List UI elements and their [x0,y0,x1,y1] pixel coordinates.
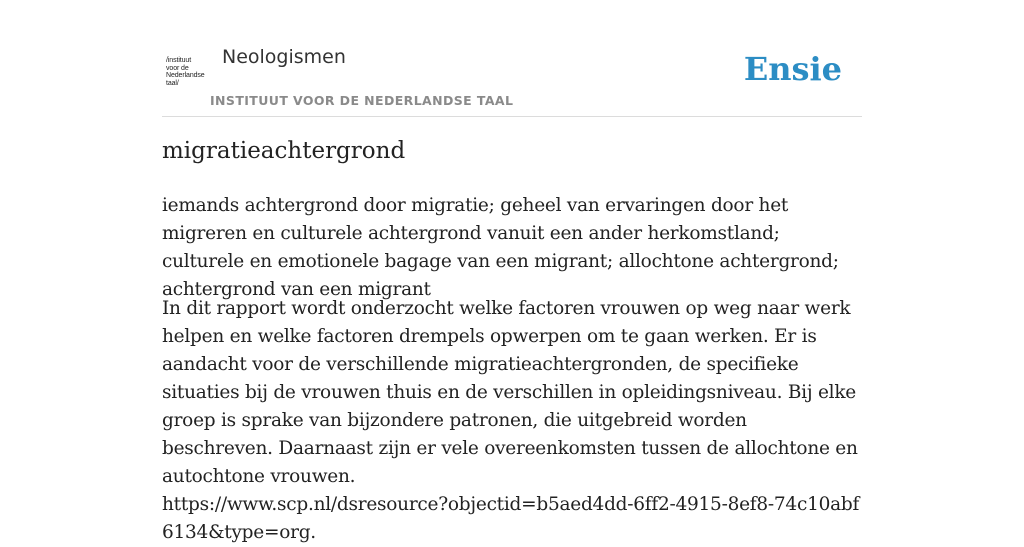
ivdnt-logo[interactable] [166,57,210,87]
logo-line: /instituut [166,57,192,64]
logo-line: Nederlandse [166,72,205,80]
institute-name: INSTITUUT VOOR DE NEDERLANDSE TAAL [210,93,514,108]
entry-definition: iemands achtergrond door migratie; geheel van ervaringen door het migreren en culturele achtergrond vanuit een ander herkomstland; culturele en emotionele bagage van een migrant; allochtone achtergrond; achtergrond van een migrant [162,195,839,300]
entry-example [162,295,862,547]
ensie-brand-link[interactable]: Ensie [743,50,842,88]
example-text: In dit rapport wordt onderzocht welke factoren vrouwen op weg naar werk helpen en welke factoren drempels opwerpen om te gaan werken. Er is aandacht voor de verschillende migratieachtergronden, de specifieke situaties bij de vrouwen thuis en de verschillen in opleidingsniveau. Bij elke groep is sprake van bijzondere patronen, die uitgebreid worden beschreven. Daarnaast zijn er vele overeenkomsten tussen de allochtone en autochtone vrouwen. [162,298,858,487]
logo-line: taal/ [166,79,179,87]
site-header [162,40,862,117]
logo-line: voor de [166,64,189,72]
site-name: Neologismen [222,46,346,68]
source-link[interactable]: https://www.scp.nl/dsresource?objectid=b5aed4dd-6ff2-4915-8ef8-74c10abf6134&type=org. [162,494,860,543]
entry-title: migratieachtergrond [162,138,406,164]
